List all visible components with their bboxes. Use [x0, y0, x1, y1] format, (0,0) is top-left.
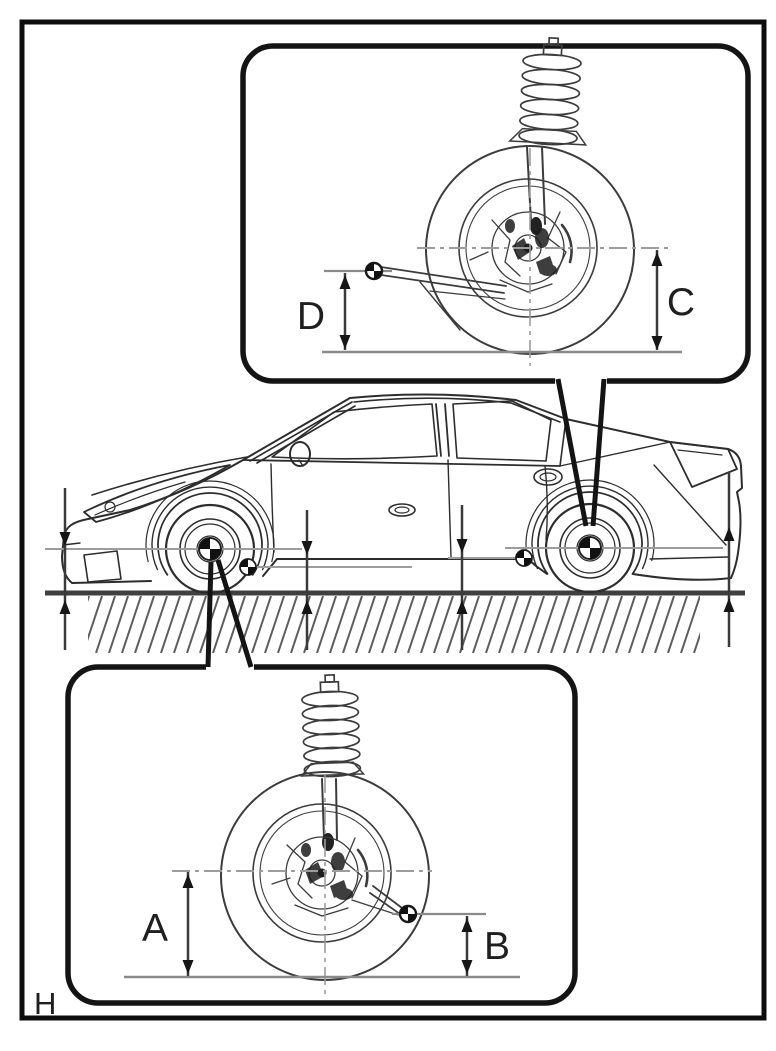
dim-label-b: B — [483, 925, 511, 968]
front-callout-gap — [206, 661, 254, 673]
ground — [45, 593, 745, 653]
dim-label-c: C — [666, 281, 696, 324]
rear-arm-bolt-marker — [366, 263, 382, 279]
rear-callout-gap — [555, 374, 607, 386]
front-arm-bolt-marker — [400, 906, 416, 922]
front-knuckle — [322, 833, 334, 851]
ground-hatching — [88, 596, 700, 653]
rear-wheel-center-marker — [579, 537, 601, 559]
page-letter: H — [34, 986, 57, 1021]
dim-label-a: A — [141, 907, 169, 950]
dim-label-d: D — [296, 295, 326, 338]
rear-lower-point-marker — [516, 550, 532, 566]
front-wheel-center-marker — [199, 538, 221, 560]
front-lower-point-marker — [240, 559, 256, 575]
